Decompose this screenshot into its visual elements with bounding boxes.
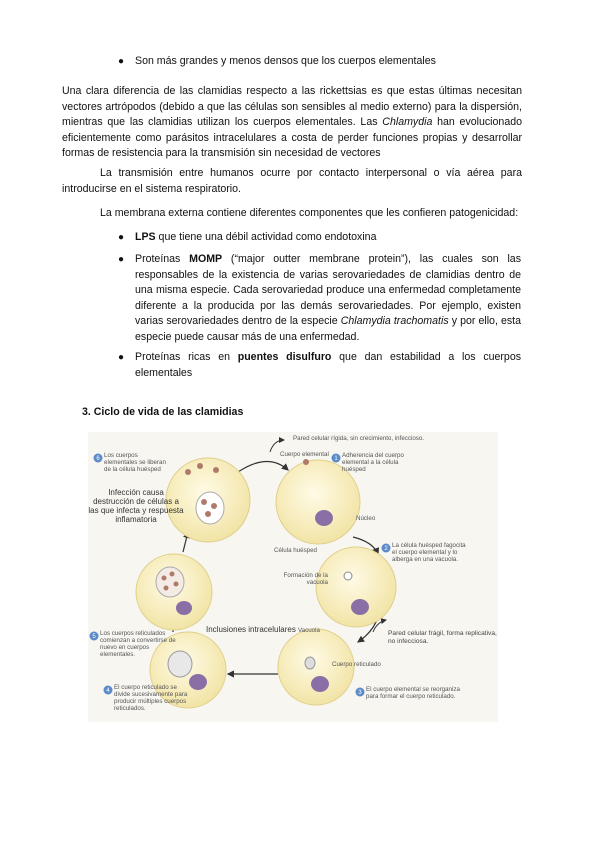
infeccion-box — [88, 488, 184, 538]
elemental-body — [213, 467, 219, 473]
chlamydia-italic: Chlamydia — [382, 116, 433, 129]
label-celula-huesped: Célula huésped — [274, 547, 318, 554]
inclusion — [156, 567, 184, 597]
step-4-num: 4 — [106, 688, 110, 695]
elemental-body — [162, 576, 167, 581]
label-cuerpo-reticulado: Cuerpo reticulado — [332, 661, 381, 668]
disulfuro-post: que dan estabilidad a los cuerpos elementales — [135, 351, 522, 379]
label-nucleo: Núcleo — [356, 515, 376, 522]
elemental-body — [185, 469, 191, 475]
formacion-text: Formación de la vacuola — [283, 572, 328, 586]
life-cycle-diagram — [88, 432, 498, 722]
cycle-arrow — [238, 461, 288, 472]
step-3-num: 3 — [358, 690, 362, 697]
bullet-dot: ● — [118, 232, 125, 243]
step6-text: Los cuerpos elementales se liberan de la célula huésped — [104, 452, 166, 473]
step3-box — [366, 686, 466, 720]
para1-text-a: Una clara diferencia de las clamidias respecto a las rickettsias es que estas últimas necesitan vectores artrópodos (debido a que las células son sensibles al medio externo) para la dispersión, mientras que las clamidias utilizan los cuerpos elementales. Las — [62, 85, 522, 129]
step2-text: La célula huésped fagocita el cuerpo elemental y lo alberga en una vacuola. — [392, 542, 466, 563]
step6-box — [104, 452, 168, 486]
step1-text: Adherencia del cuerpo elemental a la célula huésped — [342, 452, 404, 473]
paragraph-transmission: La transmisión entre humanos ocurre por contacto interpersonal o vía aérea para introducirse en el sistema respiratorio. — [62, 167, 522, 195]
reticulate-body — [305, 657, 315, 669]
step5-box — [100, 630, 178, 664]
lps-text: que tiene una débil actividad como endotoxina — [155, 231, 377, 243]
elemental-body — [164, 586, 169, 591]
step4-box — [114, 684, 192, 720]
host-cell — [316, 547, 396, 627]
step2-box — [392, 542, 472, 582]
elemental-body — [174, 582, 179, 587]
chlamydia-life-cycle-figure — [88, 432, 498, 722]
elemental-body — [303, 459, 309, 465]
paragraph-rickettsias — [62, 84, 522, 162]
bullet-momp — [135, 252, 521, 346]
label-vacuola: Vacuola — [298, 627, 320, 634]
step-6-num: 6 — [96, 456, 100, 463]
nucleus — [351, 599, 369, 615]
infeccion-text: Infección causa destrucción de células a las que infecta y respuesta inflamatoria — [88, 488, 184, 524]
elemental-body — [170, 572, 175, 577]
disulfuro-bold: puentes disulfuro — [237, 351, 332, 363]
lps-bold: LPS — [135, 231, 156, 243]
bullet-dot: ● — [118, 254, 125, 265]
momp-pre: Proteínas — [135, 253, 190, 265]
momp-bold: MOMP — [189, 253, 223, 265]
trachomatis-italic: Chlamydia trachomatis — [340, 315, 449, 328]
elemental-body — [201, 499, 207, 505]
bullet-dot: ● — [118, 352, 125, 363]
nucleus — [311, 676, 329, 692]
step-2-num: 2 — [384, 546, 388, 553]
formacion-box — [268, 572, 328, 602]
disulfuro-pre: Proteínas ricas en — [135, 351, 238, 363]
label-inclusiones — [206, 625, 296, 634]
step4-text: El cuerpo reticulado se divide sucesivamente para producir múltiples cuerpos reticulados. — [114, 684, 188, 712]
momp-mid: (“major outter membrane protein”), las cuales son las responsables de la existencia de varias serovariedades de clamidias dentro de una misma especie. Cada serovariedad produce una enfermedad completamente diferente a la producida por las demás serovariedades. Por ejemplo, existen varias serovariedades dentro de la especie — [135, 253, 521, 328]
wall-fragil-text: Pared celular frágil, forma replicativa, no infecciosa. — [388, 630, 497, 645]
step5-text: Los cuerpos reticulados comienzan a convertirse de nuevo en cuerpos elementales. — [100, 630, 176, 658]
step3-text: El cuerpo elemental se reorganiza para formar el cuerpo reticulado. — [366, 686, 460, 700]
section-heading: 3. Ciclo de vida de las clamidias — [82, 406, 244, 418]
momp-post: y por ello, esta especie puede causar más de una enfermedad. — [135, 315, 521, 343]
nucleus — [315, 510, 333, 526]
wall-fragil-box — [388, 630, 498, 660]
bullet-dot: ● — [118, 56, 125, 67]
step-1-num: 1 — [334, 456, 338, 463]
elemental-body — [211, 503, 217, 509]
elemental-body — [205, 511, 211, 517]
paragraph-membrane: La membrana externa contiene diferentes componentes que les confieren patogenicidad: — [100, 207, 519, 219]
vacuole — [344, 572, 352, 580]
nucleus — [176, 601, 192, 615]
bullet-larger-bodies: Son más grandes y menos densos que los cuerpos elementales — [135, 55, 436, 67]
label-cuerpo-elemental: Cuerpo elemental — [280, 451, 329, 458]
inclusiones-text: Inclusiones intracelulares — [206, 625, 296, 634]
para1-text-b: han evolucionado eficientemente como parásitos intracelulares a costa de perder funciones propias y desarrollar formas de resistencia para la transmisión sin necesidad de vectores — [62, 116, 522, 160]
elemental-body — [197, 463, 203, 469]
step-5-num: 5 — [92, 634, 96, 641]
step1-box — [342, 452, 412, 492]
bullet-disulfuro — [135, 350, 521, 381]
label-wall-rigid: Pared celular rígida, sin crecimiento, infeccioso. — [293, 435, 425, 442]
inclusion — [196, 492, 224, 524]
bullet-lps — [135, 230, 520, 246]
